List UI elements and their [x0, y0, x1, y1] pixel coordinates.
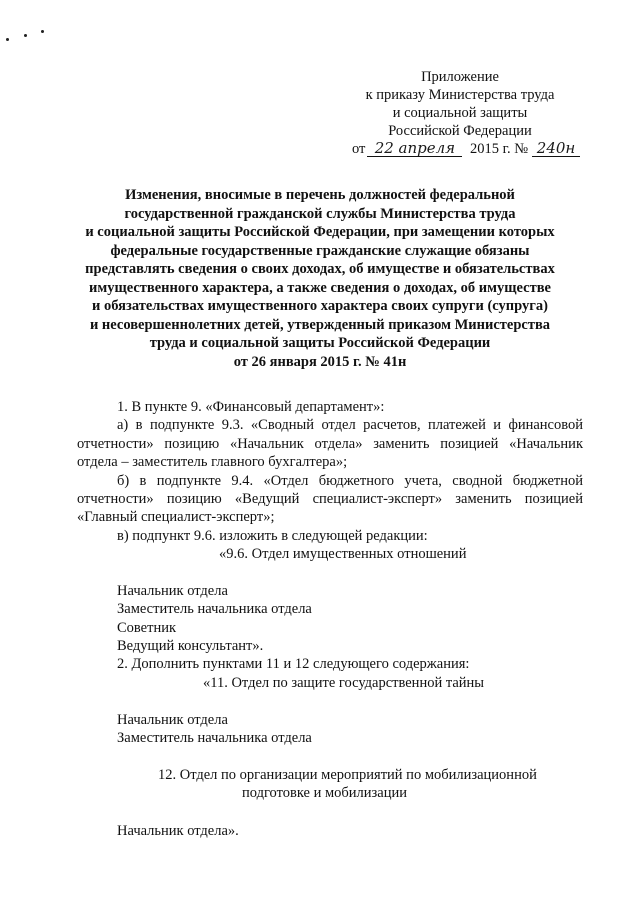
position-item: Начальник отдела: [117, 583, 228, 599]
paragraph-1b-line3: «Главный специалист-эксперт»;: [77, 509, 275, 525]
paragraph-1: 1. В пункте 9. «Финансовый департамент»:: [117, 399, 385, 415]
scan-speck: [6, 38, 9, 41]
paragraph-1a-line2: отчетности» позицию «Начальник отдела» заменить позицией «Начальник: [77, 436, 583, 452]
title-line: и обязательствах имущественного характера своих супруги (супруга): [92, 298, 548, 314]
title-line: Изменения, вносимые в перечень должностей федеральной: [125, 187, 515, 203]
paragraph-2: 2. Дополнить пунктами 11 и 12 следующего содержания:: [117, 656, 470, 672]
department-11-heading: «11. Отдел по защите государственной тайны: [203, 675, 485, 691]
position-item: Советник: [117, 620, 177, 636]
appendix-order-ref: к приказу Министерства труда: [365, 87, 555, 103]
title-line: труда и социальной защиты Российской Федерации: [149, 335, 491, 351]
paragraph-1a-line1: а) в подпункте 9.3. «Сводный отдел расчетов, платежей и финансовой: [117, 417, 583, 433]
title-line: представлять сведения о своих доходах, об имуществе и обязательствах: [85, 261, 555, 277]
department-12-heading-line2: подготовке и мобилизации: [242, 785, 407, 801]
department-9-6-heading: «9.6. Отдел имущественных отношений: [219, 546, 467, 562]
handwritten-date: 22 апреля: [367, 141, 462, 157]
paragraph-1b-line1: б) в подпункте 9.4. «Отдел бюджетного учета, сводной бюджетной: [117, 473, 583, 489]
title-line: от 26 января 2015 г. № 41н: [233, 353, 407, 370]
position-item: Заместитель начальника отдела: [117, 730, 312, 746]
position-item: Начальник отдела: [117, 712, 228, 728]
position-item: Ведущий консультант».: [117, 638, 264, 654]
paragraph-1a-line3: отдела – заместитель главного бухгалтера»;: [77, 454, 348, 470]
handwritten-order-number: 240н: [532, 141, 580, 157]
appendix-label: Приложение: [421, 69, 499, 85]
appendix-ministry: и социальной защиты: [392, 105, 528, 121]
title-line: имущественного характера, а также сведения о доходах, об имуществе: [89, 279, 551, 296]
paragraph-1b-line2: отчетности» позицию «Ведущий специалист-эксперт» заменить позицией: [77, 491, 583, 507]
document-title: [70, 186, 570, 371]
scan-speck: [41, 30, 44, 33]
position-item: Начальник отдела».: [117, 823, 239, 839]
title-line: и несовершеннолетних детей, утвержденный приказом Министерства: [89, 316, 551, 333]
order-date-line: [330, 140, 590, 158]
order-from-label: от: [352, 141, 366, 157]
order-year-label: 2015 г. №: [470, 141, 529, 157]
paragraph-1c: в) подпункт 9.6. изложить в следующей редакции:: [117, 528, 428, 544]
position-item: Заместитель начальника отдела: [117, 601, 312, 617]
department-12-heading-line1: 12. Отдел по организации мероприятий по мобилизационной: [158, 767, 537, 783]
title-line: и социальной защиты Российской Федерации, при замещении которых: [85, 224, 555, 240]
appendix-country: Российской Федерации: [388, 123, 532, 139]
scan-speck: [24, 34, 27, 37]
title-line: федеральные государственные гражданские служащие обязаны: [110, 242, 530, 259]
title-line: государственной гражданской службы Министерства труда: [124, 205, 516, 222]
appendix-header: [330, 68, 590, 158]
